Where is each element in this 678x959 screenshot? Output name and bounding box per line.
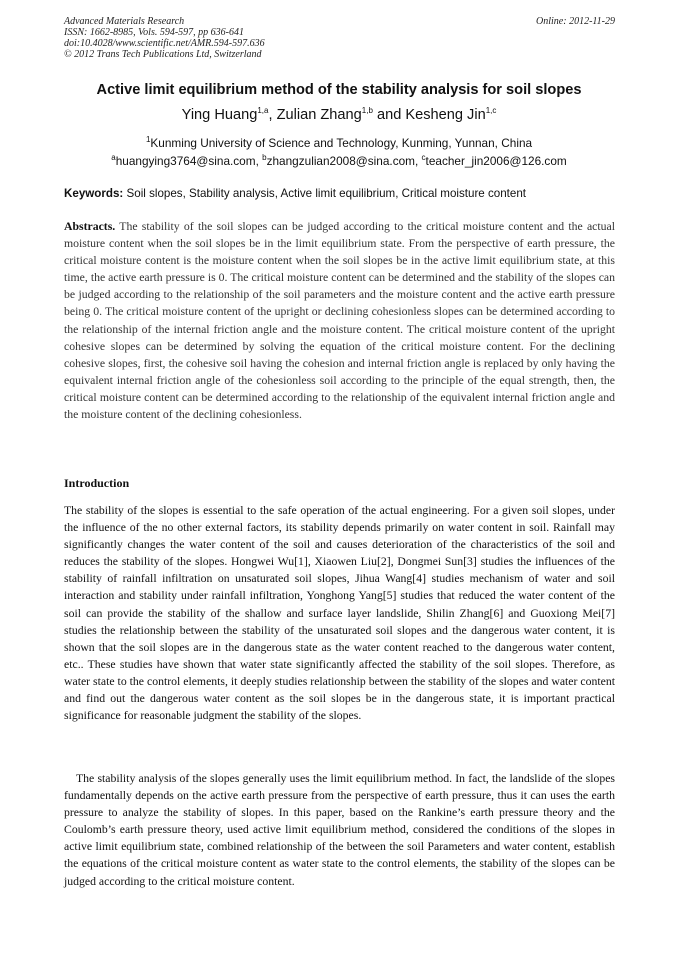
online-date: Online: 2012-11-29 [536,16,615,27]
email-superscript: a [111,153,116,163]
abstract-text: The stability of the soil slopes can be judged according to the critical moisture content and the actual moisture content when the soil slopes be in the limit equilibrium state. From the perspective of earth pressure, the critical moisture content is the moisture content when the soil slopes be in the active limit equilibrium state, at this time, the active earth pressure is 0. The critical moisture content can be determined and the stability of the slopes can be judged according to the relationship of the soil parameters and the moisture content and the active earth pressure being 0. The critical moisture content of the upright or declining cohesionless slopes can be determined according to the relationship of the internal friction angle and the moisture content. The critical moisture content of the upright cohesive slopes can be determined by solving the equation of the critical moisture content. For the declining cohesive slopes, first, the cohesive soil having the cohesion and internal friction angle is replaced by only having the equivalent internal friction angle of the cohesionless soil according to the principle of the equal strength, then, the critical moisture content can be determined according to the relationship of the equivalent internal friction angle and the moisture content of the declining cohesionless. [64,220,615,422]
issn-line: ISSN: 1662-8985, Vols. 594-597, pp 636-641 [64,27,244,38]
author-list [0,106,678,124]
keywords-label: Keywords: [64,187,124,200]
affiliation [0,136,678,150]
keywords-line [64,186,624,201]
email-separator: , [414,154,422,168]
author-superscript: 1,c [485,106,497,116]
introduction-paragraph-1: The stability of the slopes is essential to the safe operation of the actual engineering. For a given soil slopes, under the influence of the no other external factors, its stability depends primarily on water content in soil. Rainfall may significantly changes the water content of the soil and causes deterioration of the characteristics of the soil and reduces the stability of the slopes. Hongwei Wu[1], Xiaowen Liu[2], Dongmei Sun[3] studies the influences of the stability of rainfall infiltration on unsaturated soil slopes, Jihua Wang[4] studies mechanism of water and soil interaction and stability under rainfall infiltration, Yonghong Yang[5] studies that reduced the water content of the soil can provide the stability of the shallow and surface layer landslide, Shilin Zhang[6] and Guoxiong Mei[7] studies the relationship between the stability of the unsaturated soil slopes and the dangerous water content, it is shown that the soil slopes are in the dangerous state as the water content reached to the dangerous water content, etc.. These studies have shown that water state significantly affected the stability of the soil slopes. Therefore, as water state to the control elements, it deeply studies relationship between the stability of the slopes and water content and find out the dangerous water content as the soil slopes be in the dangerous state, it is important practical significance for reasonable judgment the stability of the slopes. [64,504,615,723]
author-superscript: 1,b [361,106,373,116]
author-superscript: 1,a [257,106,269,116]
journal-metadata [64,16,265,60]
doi-line: doi:10.4028/www.scientific.net/AMR.594-597.636 [64,38,265,49]
email-address: teacher_jin2006@126.com [425,154,567,168]
paper-title: Active limit equilibrium method of the stability analysis for soil slopes [96,82,582,98]
journal-name: Advanced Materials Research [64,16,185,27]
introduction-paragraph-2: The stability analysis of the slopes generally uses the limit equilibrium method. In fact, the landslide of the slopes fundamentally depends on the active earth pressure from the perspective of earth pressure, thus it can uses the earth pressure to analyze the stability of slopes. In this paper, based on the Rankine’s earth pressure theory and the Coulomb’s earth pressure theory, used active limit equilibrium method, considered the conditions of the slopes in active limit equilibrium state, combined relationship of the between the soil Parameters and water content, establish the equations of the critical moisture content as water state to the control elements, the stability of the slopes can be judged according to the critical moisture content. [64,772,615,888]
author-name: Zulian Zhang [276,107,362,123]
email-address: zhangzulian2008@sina.com [266,154,415,168]
email-superscript: c [421,153,426,163]
keywords-text: Soil slopes, Stability analysis, Active limit equilibrium, Critical moisture content [126,187,527,200]
introduction-heading: Introduction [64,476,130,490]
author-separator: and [372,107,406,123]
author-name: Kesheng Jin [405,107,486,123]
author-name: Ying Huang [181,107,258,123]
abstract-paragraph [64,218,615,423]
abstract-label: Abstracts. [64,220,116,233]
copyright-line: © 2012 Trans Tech Publications Ltd, Switzerland [64,49,262,60]
email-list [0,154,678,168]
affiliation-text: Kunming University of Science and Technology, Kunming, Yunnan, China [150,136,533,150]
email-separator: , [255,154,263,168]
author-separator: , [268,107,277,123]
email-superscript: b [262,153,267,163]
affiliation-superscript: 1 [145,135,151,145]
email-address: huangying3764@sina.com [115,154,256,168]
